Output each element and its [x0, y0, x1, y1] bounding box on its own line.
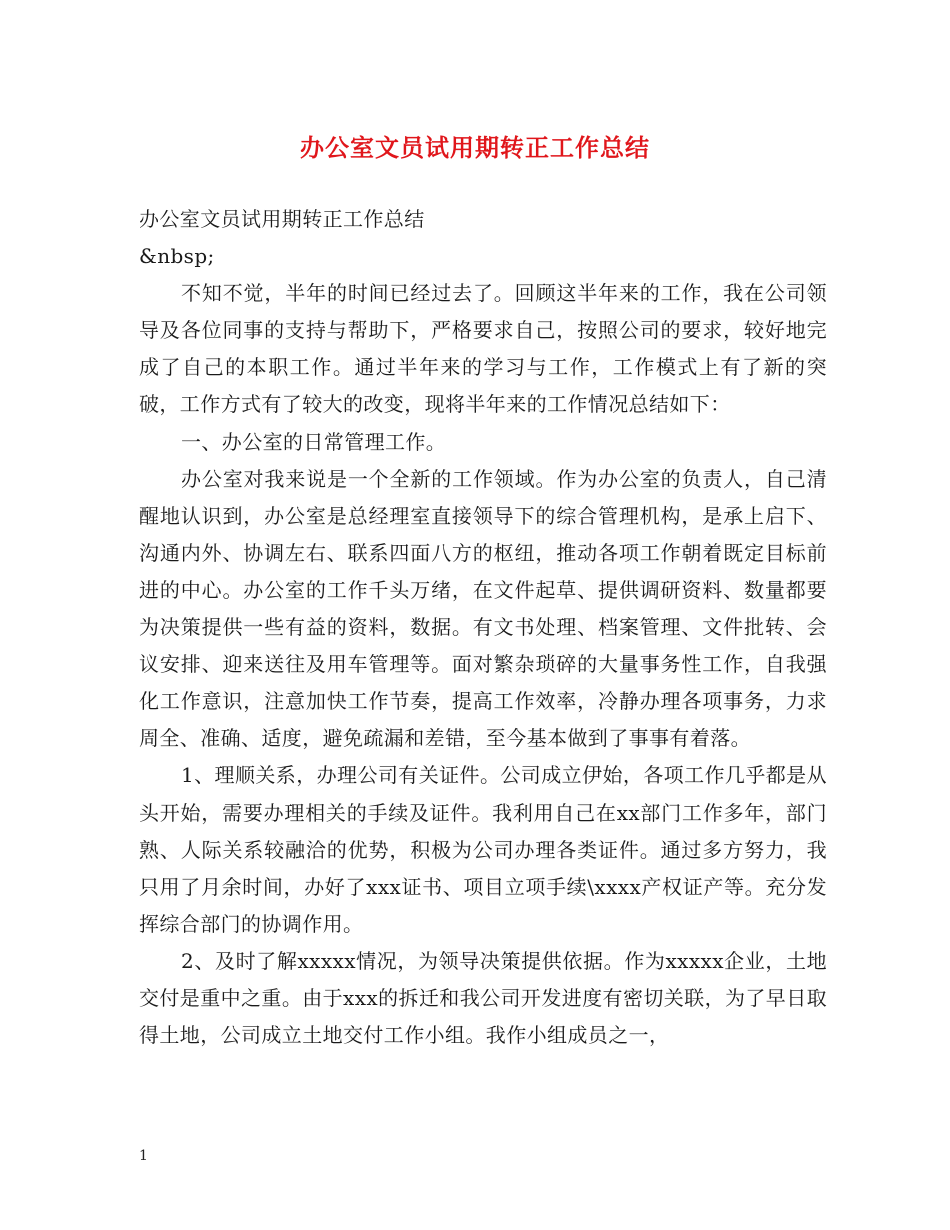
paragraph-office-work: 办公室对我来说是一个全新的工作领域。作为办公室的负责人，自己清醒地认识到，办公室是总经理室直接领导下的综合管理机构，是承上启下、沟通内外、协调左右、联系四面八方的枢纽，推动各项工作朝着既定目标前进的中心。办公室的工作千头万绪，在文件起草、提供调研资料、数量都要为决策提供一些有益的资料，数据。有文书处理、档案管理、文件批转、会议安排、迎来送往及用车管理等。面对繁杂琐碎的大量事务性工作，自我强化工作意识，注意加快工作节奏，提高工作效率，冷静办理各项事务，力求周全、准确、适度，避免疏漏和差错，至今基本做到了事事有着落。 [139, 466, 827, 751]
paragraph-item-1: 1、理顺关系，办理公司有关证件。公司成立伊始，各项工作几乎都是从头开始，需要办理相关的手续及证件。我利用自己在xx部门工作多年，部门熟、人际关系较融洽的优势，积极为公司办理各类证件。通过多方努力，我只用了月余时间，办好了xxx证书、项目立项手续\xxxx产权证产等。充分发挥综合部门的协调作用。 [139, 763, 827, 936]
paragraph-intro: 不知不觉，半年的时间已经过去了。回顾这半年来的工作，我在公司领导及各位同事的支持与帮助下，严格要求自己，按照公司的要求，较好地完成了自己的本职工作。通过半年来的学习与工作，工作模式上有了新的突破，工作方式有了较大的改变，现将半年来的工作情况总结如下： [139, 281, 827, 417]
paragraph-item-2: 2、及时了解xxxxx情况，为领导决策提供依据。作为xxxxx企业，土地交付是重中之重。由于xxx的拆迁和我公司开发进度有密切关联，为了早日取得土地，公司成立土地交付工作小组。我作小组成员之一， [139, 948, 827, 1048]
document-title: 办公室文员试用期转正工作总结 [300, 133, 650, 162]
paragraph-subtitle: 办公室文员试用期转正工作总结 [139, 207, 425, 231]
section-heading-1: 一、办公室的日常管理工作。 [181, 429, 447, 454]
document-body [139, 201, 827, 1054]
page-number: 1 [139, 1148, 148, 1164]
paragraph-nbsp: &nbsp; [139, 244, 215, 269]
